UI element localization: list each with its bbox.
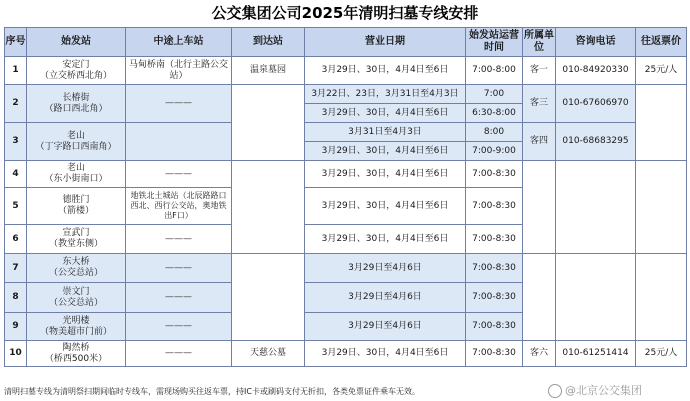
row-number: 3: [5, 123, 27, 161]
mid-station: ———: [126, 283, 232, 313]
service-time: 7:00-8:30: [466, 254, 523, 283]
operator-unit: [523, 161, 556, 254]
service-date: 3月22日、23日，3月31日至4月3日: [305, 85, 466, 104]
table-row: [5, 341, 687, 367]
phone-number: 010-68683295: [556, 123, 636, 161]
service-time: 7:00: [466, 85, 523, 104]
phone-number: 010-84920330: [556, 57, 636, 85]
row-number: 5: [5, 188, 27, 225]
schedule-table: [4, 27, 687, 367]
service-time: 7:00-8:30: [466, 283, 523, 313]
service-time: 7:00-8:30: [466, 188, 523, 225]
table-row: [5, 123, 687, 142]
start-station: 长椿街 （路口西北角）: [27, 85, 126, 123]
operator-unit: 客三: [523, 85, 556, 123]
phone-number: 010-61251414: [556, 341, 636, 367]
mid-station: ———: [126, 313, 232, 341]
col-header-dest: 到达站: [232, 28, 305, 57]
ticket-price: [636, 254, 687, 341]
operator-unit: 客四: [523, 123, 556, 161]
table-row: [5, 254, 687, 283]
service-date: 3月29日至4月6日: [305, 313, 466, 341]
col-header-price: 往返票价: [636, 28, 687, 57]
row-number: 6: [5, 225, 27, 254]
footer-note: 清明扫墓专线为清明祭扫期间临时专线车，需现场购买往返车票，持IC卡或刷码支付无折扣，各类免票证件乘车无效。: [4, 387, 420, 396]
service-date: 3月29日、30日，4月4日至6日: [305, 188, 466, 225]
destination: 温泉墓园: [232, 57, 305, 85]
row-number: 1: [5, 57, 27, 85]
service-time: 8:00: [466, 123, 523, 142]
operator-unit: 客六: [523, 341, 556, 367]
mid-station: [126, 123, 232, 161]
header-row: [5, 28, 687, 57]
watermark-text: @北京公交集团: [565, 384, 642, 397]
page-title: 公交集团公司2025年清明扫墓专线安排: [211, 4, 479, 22]
col-header-mid: 中途上车站: [126, 28, 232, 57]
start-station: 老山 （东小街南口）: [27, 161, 126, 188]
start-station: 宣武门 （教堂东侧）: [27, 225, 126, 254]
service-date: 3月29日至4月6日: [305, 283, 466, 313]
phone-number: [556, 254, 636, 341]
service-time: 7:00-8:30: [466, 341, 523, 367]
destination: [232, 254, 305, 341]
table-row: [5, 85, 687, 104]
table-row: [5, 57, 687, 85]
phone-number: [556, 161, 636, 254]
mid-station: ———: [126, 341, 232, 367]
service-time: 7:00-8:30: [466, 313, 523, 341]
col-header-date: 营业日期: [305, 28, 466, 57]
col-header-start: 始发站: [27, 28, 126, 57]
col-header-time: 始发站运营时间: [466, 28, 523, 57]
watermark: [548, 382, 642, 398]
mid-station: 马甸桥南（北行主路公交站）: [126, 57, 232, 85]
destination: [232, 85, 305, 161]
service-date: 3月31日至4月3日: [305, 123, 466, 142]
start-station: 陶然桥 （桥西500米）: [27, 341, 126, 367]
service-time: 7:00-8:30: [466, 225, 523, 254]
ticket-price: [636, 85, 687, 161]
start-station: 安定门 （立交桥西北角）: [27, 57, 126, 85]
ticket-price: [636, 161, 687, 254]
mid-station: ———: [126, 85, 232, 123]
operator-unit: 客一: [523, 57, 556, 85]
phone-number: 010-67606970: [556, 85, 636, 123]
service-date: 3月29日、30日，4月4日至6日: [305, 341, 466, 367]
row-number: 7: [5, 254, 27, 283]
service-time: 6:30-8:00: [466, 104, 523, 123]
weibo-icon: [548, 384, 562, 398]
service-time: 7:00-9:00: [466, 142, 523, 161]
col-header-no: 序号: [5, 28, 27, 57]
start-station: 老山 （丁字路口西南角）: [27, 123, 126, 161]
destination: [232, 161, 305, 254]
mid-station: ———: [126, 161, 232, 188]
start-station: 光明楼 （物美超市门前）: [27, 313, 126, 341]
mid-station: ———: [126, 225, 232, 254]
row-number: 10: [5, 341, 27, 367]
col-header-phone: 咨询电话: [556, 28, 636, 57]
start-station: 德胜门 （箭楼）: [27, 188, 126, 225]
row-number: 2: [5, 85, 27, 123]
service-date: 3月29日、30日，4月4日至6日: [305, 225, 466, 254]
row-number: 9: [5, 313, 27, 341]
service-date: 3月29日至4月6日: [305, 254, 466, 283]
start-station: 东大桥 （公交总站）: [27, 254, 126, 283]
mid-station: ———: [126, 254, 232, 283]
mid-station: 地铁北土城站（北辰路路口西北、西行公交站，奥地铁出F口）: [126, 188, 232, 225]
start-station: 崇文门 （公交总站）: [27, 283, 126, 313]
row-number: 8: [5, 283, 27, 313]
service-date: 3月29日、30日，4月4日至6日: [305, 142, 466, 161]
row-number: 4: [5, 161, 27, 188]
ticket-price: 25元/人: [636, 341, 687, 367]
table-row: [5, 161, 687, 188]
service-date: 3月29日、30日，4月4日至6日: [305, 161, 466, 188]
service-time: 7:00-8:00: [466, 57, 523, 85]
ticket-price: 25元/人: [636, 57, 687, 85]
service-time: 7:00-8:30: [466, 161, 523, 188]
service-date: 3月29日、30日，4月4日至6日: [305, 104, 466, 123]
col-header-unit: 所属单位: [523, 28, 556, 57]
operator-unit: [523, 254, 556, 341]
destination: 天慈公墓: [232, 341, 305, 367]
service-date: 3月29日、30日，4月4日至6日: [305, 57, 466, 85]
